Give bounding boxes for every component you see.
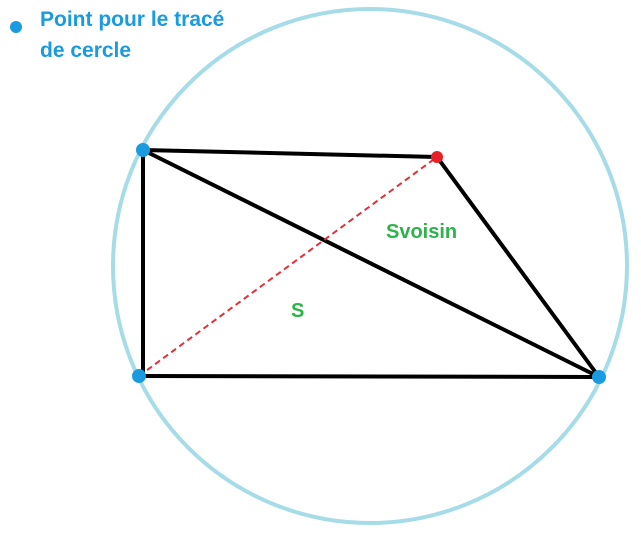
circumcircle [113, 9, 627, 523]
edge-right [437, 157, 599, 377]
point-red [431, 151, 443, 163]
point-bottom-right [592, 370, 606, 384]
dashed-diagonal [139, 157, 437, 376]
edge-bottom [139, 376, 599, 377]
point-bottom-left [132, 369, 146, 383]
legend [6, 0, 236, 70]
edge-diagonal [143, 150, 599, 377]
label-svoisin: Svoisin [386, 221, 458, 243]
edge-top [143, 150, 437, 157]
label-s: S [291, 300, 305, 322]
legend-label: Point pour le tracé de cercle [40, 8, 225, 62]
legend-point-icon [10, 21, 22, 33]
point-top-left [136, 143, 150, 157]
